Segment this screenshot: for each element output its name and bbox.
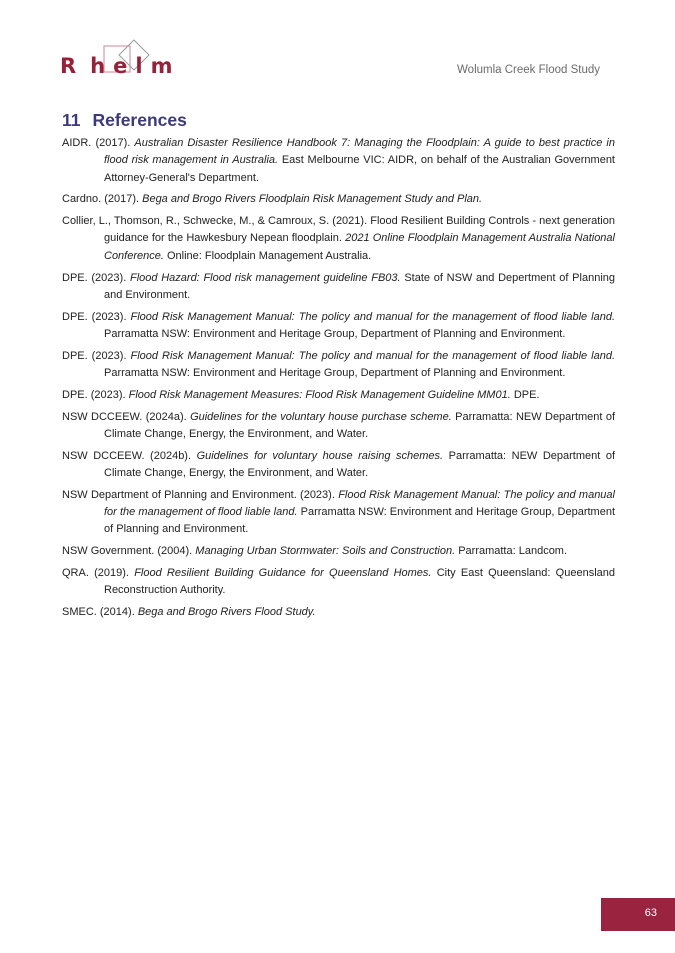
reference-authors: SMEC. (2014). — [62, 606, 138, 619]
reference-title: Managing Urban Stormwater: Soils and Construction. — [195, 545, 456, 558]
reference-title: Australian Disaster Resilience Handbook 7: Managing the Floodplain: A guide to best practice in flood risk management in Australia. — [104, 137, 615, 167]
reference-authors: AIDR. (2017). — [62, 137, 135, 149]
reference-authors: Cardno. (2017). — [62, 193, 143, 206]
logo-text: R h e l m — [60, 54, 173, 78]
reference-title: Flood Risk Management Manual: The policy and manual for the management of flood liable land. — [130, 310, 616, 323]
reference-title: Bega and Brogo Rivers Flood Study. — [137, 606, 316, 619]
reference-entry — [62, 213, 615, 265]
reference-authors: DPE. (2023). — [62, 271, 130, 284]
reference-authors: NSW Government. (2004). — [62, 545, 196, 558]
reference-title: Guidelines for voluntary house raising schemes. — [196, 449, 444, 462]
reference-title: Guidelines for the voluntary house purchase scheme. — [190, 410, 452, 423]
reference-authors: DPE. (2023). — [62, 310, 131, 323]
section-heading — [62, 110, 187, 131]
reference-title: Flood Risk Management Manual: The policy and manual for the management of flood liable land. — [104, 488, 615, 519]
reference-entry — [62, 543, 615, 560]
reference-entry — [62, 487, 615, 539]
reference-publisher: East Melbourne VIC: AIDR, on behalf of the Australian Government Attorney-General's Department. — [104, 154, 615, 184]
reference-publisher: City East Queensland: Queensland Reconstruction Authority. — [104, 567, 616, 597]
page-number-box — [601, 898, 675, 931]
reference-entry — [62, 309, 615, 344]
reference-publisher: Parramatta: NEW Department of Climate Change, Energy, the Environment, and Water. — [104, 410, 616, 440]
reference-authors: NSW DCCEEW. (2024a). — [62, 410, 191, 423]
reference-publisher: Online: Floodplain Management Australia. — [163, 249, 372, 262]
reference-publisher: Parramatta NSW: Environment and Heritage Group, Department of Planning and Environment. — [104, 506, 615, 536]
reference-title: Flood Hazard: Flood risk management guideline FB03. — [129, 271, 401, 284]
reference-title: Flood Resilient Building Guidance for Queensland Homes. — [134, 567, 432, 580]
reference-entry — [62, 348, 615, 383]
reference-entry — [62, 135, 615, 187]
reference-entry — [62, 604, 615, 621]
document-title: Wolumla Creek Flood Study — [457, 64, 600, 76]
reference-publisher: Parramatta: Landcom. — [455, 545, 568, 558]
reference-authors: NSW DCCEEW. (2024b). — [62, 449, 197, 462]
reference-publisher: DPE. — [510, 388, 540, 401]
rhelm-logo — [60, 38, 180, 83]
section-title: References — [92, 110, 187, 130]
reference-publisher: Parramatta NSW: Environment and Heritage Group, Department of Planning and Environment. — [104, 327, 566, 340]
reference-entry — [62, 409, 615, 444]
reference-entry — [62, 191, 615, 208]
reference-title: Flood Risk Management Manual: The policy and manual for the management of flood liable land. — [130, 349, 616, 362]
reference-title: 2021 Online Floodplain Management Australia National Conference. — [104, 232, 615, 262]
reference-list — [62, 135, 615, 626]
reference-authors: NSW Department of Planning and Environment. (2023). — [62, 488, 339, 501]
reference-publisher: State of NSW and Depertment of Planning and Environment. — [104, 271, 616, 301]
reference-authors: Collier, L., Thomson, R., Schwecke, M., & Camroux, S. (2021). Flood Resilient Building Controls - next generation guidance for the Hawkesbury Nepean floodplain. — [62, 215, 615, 245]
reference-authors: DPE. (2023). — [62, 388, 129, 401]
page-number: 63 — [644, 907, 657, 919]
reference-title: Flood Risk Management Measures: Flood Risk Management Guideline MM01. — [128, 388, 511, 401]
reference-authors: DPE. (2023). — [62, 349, 131, 362]
reference-publisher: Parramatta: NEW Department of Climate Change, Energy, the Environment, and Water. — [104, 449, 615, 480]
reference-publisher: Parramatta NSW: Environment and Heritage Group, Department of Planning and Environment. — [104, 367, 566, 380]
reference-entry — [62, 270, 615, 305]
reference-authors: QRA. (2019). — [62, 567, 135, 580]
reference-title: Bega and Brogo Rivers Floodplain Risk Management Study and Plan. — [142, 193, 483, 206]
reference-entry — [62, 565, 615, 600]
section-number: 11 — [62, 110, 81, 130]
reference-entry — [62, 448, 615, 483]
reference-entry — [62, 387, 615, 404]
